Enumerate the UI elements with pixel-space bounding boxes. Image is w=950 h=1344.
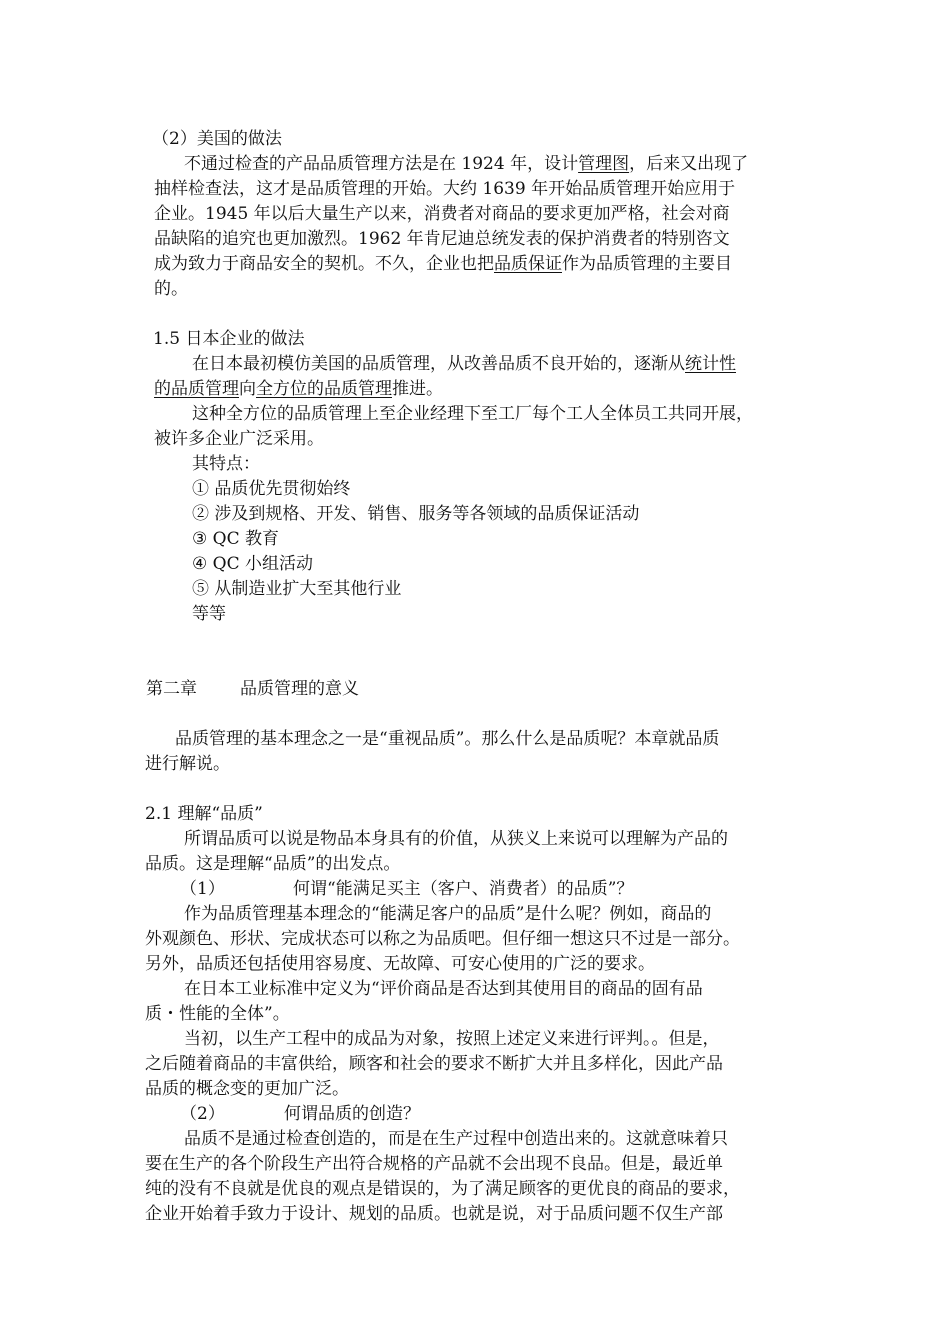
text-span: 向 [239,379,256,399]
features-label: 其特点： [192,454,260,474]
list-item: ④ QC 小组活动 [192,554,313,574]
link-total-qc[interactable]: 全方位的品质管理 [256,379,392,399]
chapter-number: 第二章 [146,679,197,699]
list-item: ⑤ 从制造业扩大至其他行业 [192,579,402,599]
text-span: ，后来又出现了 [629,154,749,174]
list-item: ② 涉及到规格、开发、销售、服务等各领域的品质保证活动 [192,504,640,524]
paragraph-line: 品质管理的基本理念之一是“重视品质”。那么什么是品质呢？本章就品质 [175,729,720,749]
text-span: 成为致力于商品安全的契机。不久，企业也把 [154,254,494,274]
paragraph-line: 企业。1945 年以后大量生产以来，消费者对商品的要求更加严格，社会对商 [154,204,730,224]
subsection-title: 何谓品质的创造？ [284,1104,420,1124]
paragraph-line: 质・性能的全体”。 [145,1004,290,1024]
paragraph-line: 作为品质管理基本理念的“能满足客户的品质”是什么呢？例如，商品的 [184,904,712,924]
paragraph-line: 品质。这是理解“品质”的出发点。 [145,854,401,874]
paragraph-line [192,352,736,376]
paragraph-line: 品质不是通过检查创造的，而是在生产过程中创造出来的。这就意味着只 [184,1129,728,1149]
paragraph-line: 品缺陷的追究也更加激烈。1962 年肯尼迪总统发表的保护消费者的特别咨文 [154,229,730,249]
paragraph-line [154,377,443,401]
section-heading-2-1: 2.1 理解“品质” [145,804,263,824]
paragraph-line [154,252,732,276]
paragraph-line: 抽样检查法，这才是品质管理的开始。大约 1639 年开始品质管理开始应用于 [154,179,736,199]
paragraph-line: 当初，以生产工程中的成品为对象，按照上述定义来进行评判。。但是， [184,1029,720,1049]
subsection-number: （2） [180,1104,225,1124]
link-quality-assurance[interactable]: 品质保证 [494,254,562,274]
paragraph-line: 在日本工业标准中定义为“评价商品是否达到其使用目的商品的固有品 [184,979,703,999]
paragraph-line: 企业开始着手致力于设计、规划的品质。也就是说，对于品质问题不仅生产部 [145,1204,723,1224]
paragraph-line: 品质的概念变的更加广泛。 [145,1079,349,1099]
section-heading-jp: 1.5 日本企业的做法 [153,329,305,349]
text-span: 不通过检查的产品品质管理方法是在 1924 年，设计 [184,154,579,174]
paragraph-line: 被许多企业广泛采用。 [154,429,324,449]
text-span: 在日本最初模仿美国的品质管理，从改善品质不良开始的，逐渐从 [192,354,685,374]
paragraph-line: 外观颜色、形状、完成状态可以称之为品质吧。但仔细一想这只不过是一部分。 [145,929,740,949]
paragraph-line: 另外，品质还包括使用容易度、无故障、可安心使用的广泛的要求。 [145,954,655,974]
section-heading-us: （2）美国的做法 [152,129,282,149]
paragraph-line: 所谓品质可以说是物品本身具有的价值，从狭义上来说可以理解为产品的 [184,829,728,849]
paragraph-line: 进行解说。 [145,754,230,774]
paragraph-line [184,152,748,176]
link-control-chart[interactable]: 管理图 [578,154,630,174]
link-statistical-qc[interactable]: 统计性 [685,354,736,374]
subsection-number: （1） [180,879,225,899]
paragraph-line: 的。 [154,279,188,299]
chapter-title: 品质管理的意义 [240,679,359,699]
list-etc: 等等 [192,604,226,624]
paragraph-line: 之后随着商品的丰富供给，顾客和社会的要求不断扩大并且多样化，因此产品 [145,1054,723,1074]
text-span: 作为品质管理的主要目 [562,254,732,274]
text-span: 推进。 [392,379,443,399]
paragraph-line: 这种全方位的品质管理上至企业经理下至工厂每个工人全体员工共同开展， [192,404,753,424]
paragraph-line: 纯的没有不良就是优良的观点是错误的，为了满足顾客的更优良的商品的要求， [145,1179,740,1199]
paragraph-line: 要在生产的各个阶段生产出符合规格的产品就不会出现不良品。但是，最近单 [145,1154,723,1174]
list-item: ① 品质优先贯彻始终 [192,479,351,499]
link-statistical-qc-cont[interactable]: 的品质管理 [154,379,239,399]
subsection-title: 何谓“能满足买主（客户、消费者）的品质”？ [293,879,634,899]
list-item: ③ QC 教育 [192,529,279,549]
